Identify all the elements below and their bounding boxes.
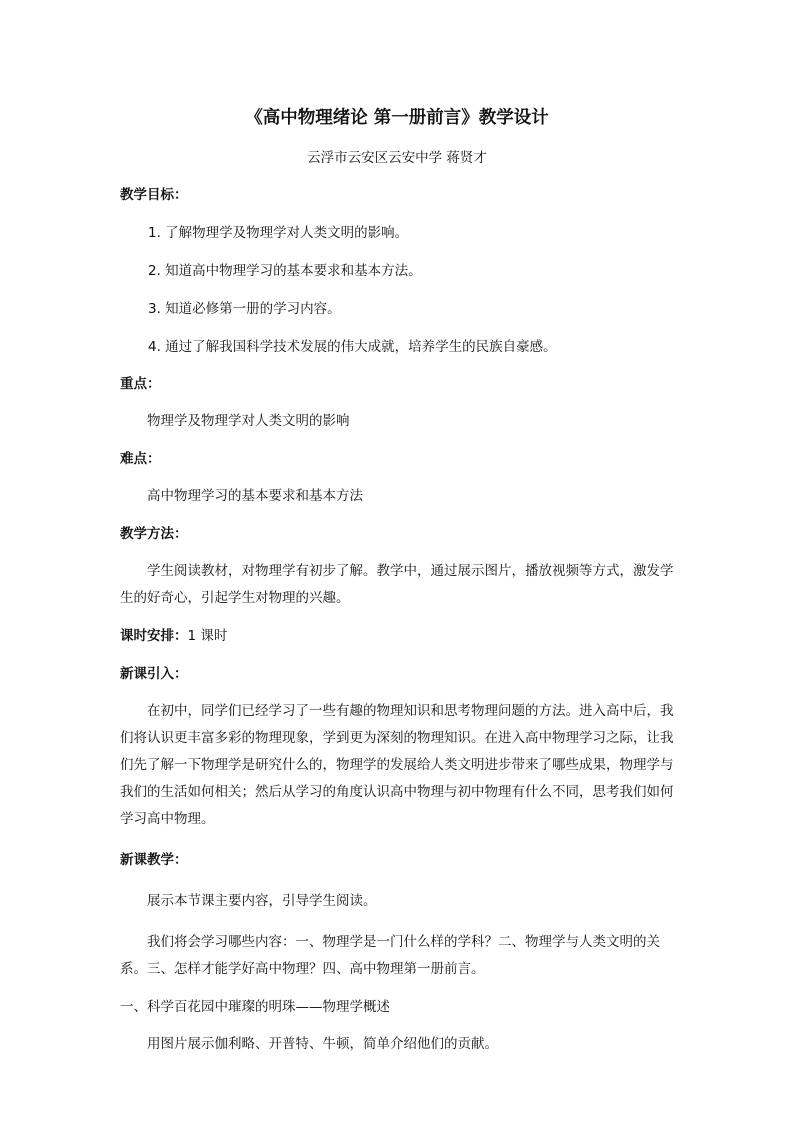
section-1-heading: 一、科学百花园中璀璨的明珠——物理学概述 xyxy=(120,999,390,1015)
key-point-heading: 重点： xyxy=(120,376,161,392)
key-point-text: 物理学及物理学对人类文明的影响 xyxy=(147,413,350,429)
schedule-value: 1 课时 xyxy=(187,628,228,644)
method-heading: 教学方法： xyxy=(120,526,188,542)
section-1-paragraph-1: 用图片展示伽利略、开普特、牛顿，简单介绍他们的贡献。 xyxy=(147,1036,498,1052)
teaching-paragraph-2: 我们将会学习哪些内容：一、物理学是一门什么样的学科？二、物理学与人类文明的关系。三、怎样才能学好高中物理？四、高中物理第一册前言。 xyxy=(120,934,660,977)
intro-paragraph: 在初中，同学们已经学习了一些有趣的物理知识和思考物理问题的方法。进入高中后，我们将认识更丰富多彩的物理现象，学到更为深刻的物理知识。在进入高中物理学习之际，让我们先了解一下物理学是研究什么的，物理学的发展给人类文明进步带来了哪些成果，物理学与我们的生活如何相关；然后从学习的角度认识高中物理与初中物理有什么不同，思考我们如何学习高中物理。 xyxy=(120,703,674,827)
difficulty-heading: 难点： xyxy=(120,451,161,467)
objective-item-2: 2. 知道高中物理学习的基本要求和基本方法。 xyxy=(148,263,422,279)
teaching-paragraph-1: 展示本节课主要内容，引导学生阅读。 xyxy=(147,893,377,909)
author-line: 云浮市云安区云安中学 蒋贤才 xyxy=(307,150,487,166)
objective-item-3: 3. 知道必修第一册的学习内容。 xyxy=(148,301,341,317)
intro-heading: 新课引入： xyxy=(120,666,188,682)
objectives-heading: 教学目标： xyxy=(120,187,188,203)
objective-item-4: 4. 通过了解我国科学技术发展的伟大成就，培养学生的民族自豪感。 xyxy=(148,339,557,355)
schedule-line xyxy=(120,626,674,646)
objective-item-1: 1. 了解物理学及物理学对人类文明的影响。 xyxy=(148,225,409,241)
document-title: 《高中物理绪论 第一册前言》教学设计 xyxy=(245,108,549,128)
difficulty-text: 高中物理学习的基本要求和基本方法 xyxy=(147,488,363,504)
method-paragraph: 学生阅读教材，对物理学有初步了解。教学中，通过展示图片，播放视频等方式，激发学生的好奇心，引起学生对物理的兴趣。 xyxy=(120,563,674,606)
teaching-heading: 新课教学： xyxy=(120,852,188,868)
schedule-heading: 课时安排： xyxy=(120,628,188,644)
